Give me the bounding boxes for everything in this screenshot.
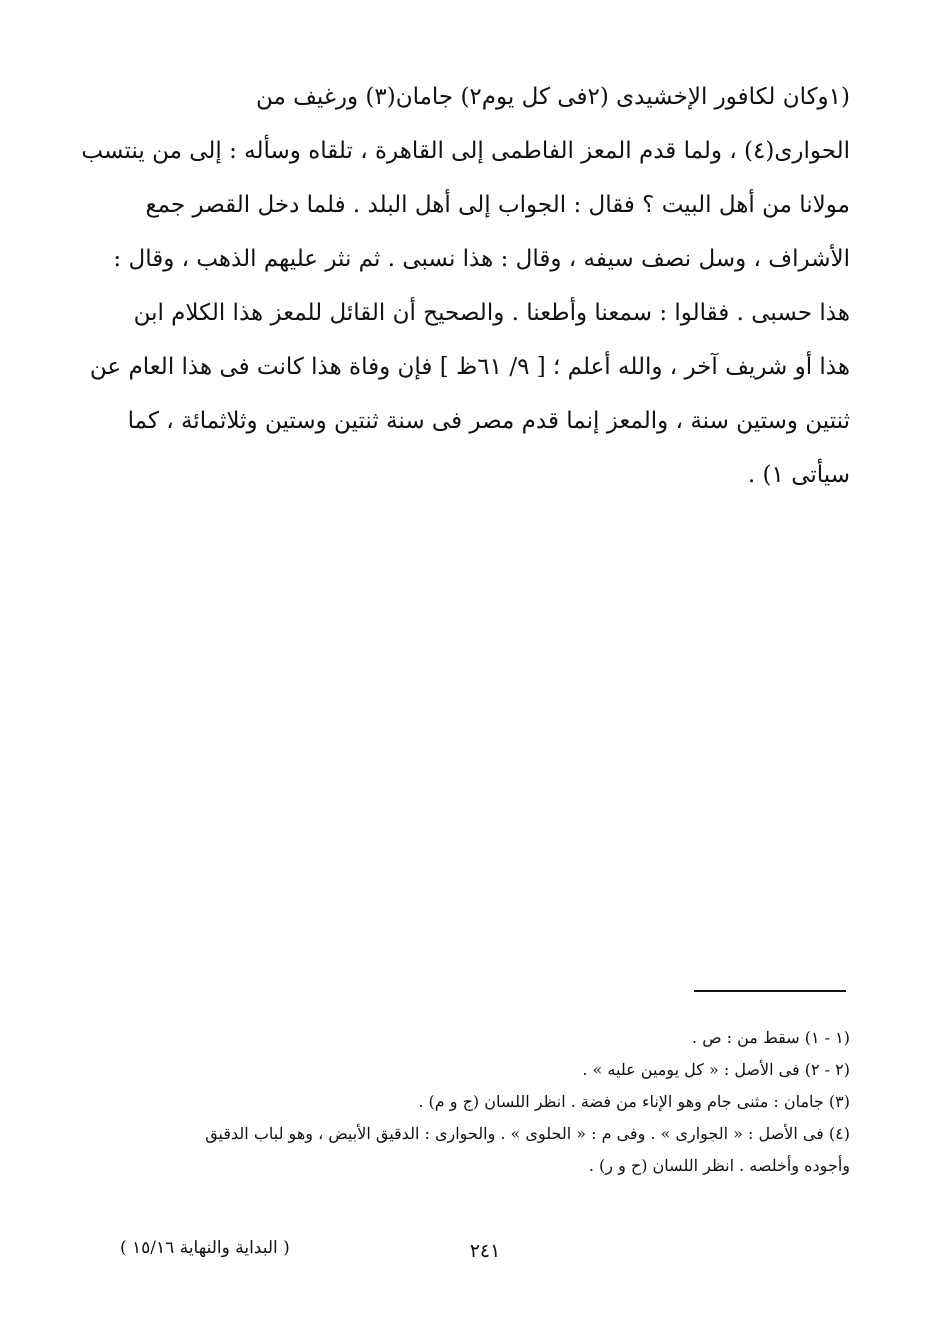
main-text-line: مولانا من أهل البيت ؟ فقال : الجواب إلى أهل البلد . فلما دخل القصر جمع bbox=[145, 192, 850, 218]
running-footer: ( البداية والنهاية ١٥/١٦ ) bbox=[120, 1238, 290, 1258]
footnote-line: وأجوده وأخلصه . انظر اللسان (ح و ر) . bbox=[588, 1156, 850, 1175]
footnote-line: (٣) جامان : مثنى جام وهو الإناء من فضة . انظر اللسان (ج و م) . bbox=[418, 1092, 850, 1111]
main-text-block bbox=[81, 70, 850, 502]
main-text-line: ثنتين وستين سنة ، والمعز إنما قدم مصر فى سنة ثنتين وستين وثلاثمائة ، كما bbox=[127, 408, 850, 434]
main-text-line: الأشراف ، وسل نصف سيفه ، وقال : هذا نسبى . ثم نثر عليهم الذهب ، وقال : bbox=[113, 246, 850, 272]
main-text-line: (١وكان لكافور الإخشيدى (٢فى كل يوم٢) جامان(٣) ورغيف من bbox=[255, 84, 850, 110]
main-text-line: هذا أو شريف آخر ، والله أعلم ؛ [ ٩/ ٦١ظ ] فإن وفاة هذا كانت فى هذا العام عن bbox=[89, 354, 850, 380]
footnote-line: (١ - ١) سقط من : ص . bbox=[692, 1028, 850, 1047]
page-number: ٢٤١ bbox=[469, 1240, 501, 1262]
footnotes-block bbox=[128, 1022, 850, 1182]
footnote-divider bbox=[694, 990, 846, 992]
main-text-line: هذا حسبى . فقالوا : سمعنا وأطعنا . والصحيح أن القائل للمعز هذا الكلام ابن bbox=[133, 300, 850, 326]
main-text-line: سيأتى ١) . bbox=[747, 462, 850, 488]
main-text-line: الحوارى(٤) ، ولما قدم المعز الفاطمى إلى القاهرة ، تلقاه وسأله : إلى من ينتسب bbox=[81, 138, 850, 164]
footnote-line: (٢ - ٢) فى الأصل : « كل يومين عليه » . bbox=[582, 1060, 850, 1079]
footnote-line: (٤) فى الأصل : « الجوارى » . وفى م : « الحلوى » . والحوارى : الدقيق الأبيض ، وهو لباب الدقيق bbox=[205, 1124, 850, 1143]
